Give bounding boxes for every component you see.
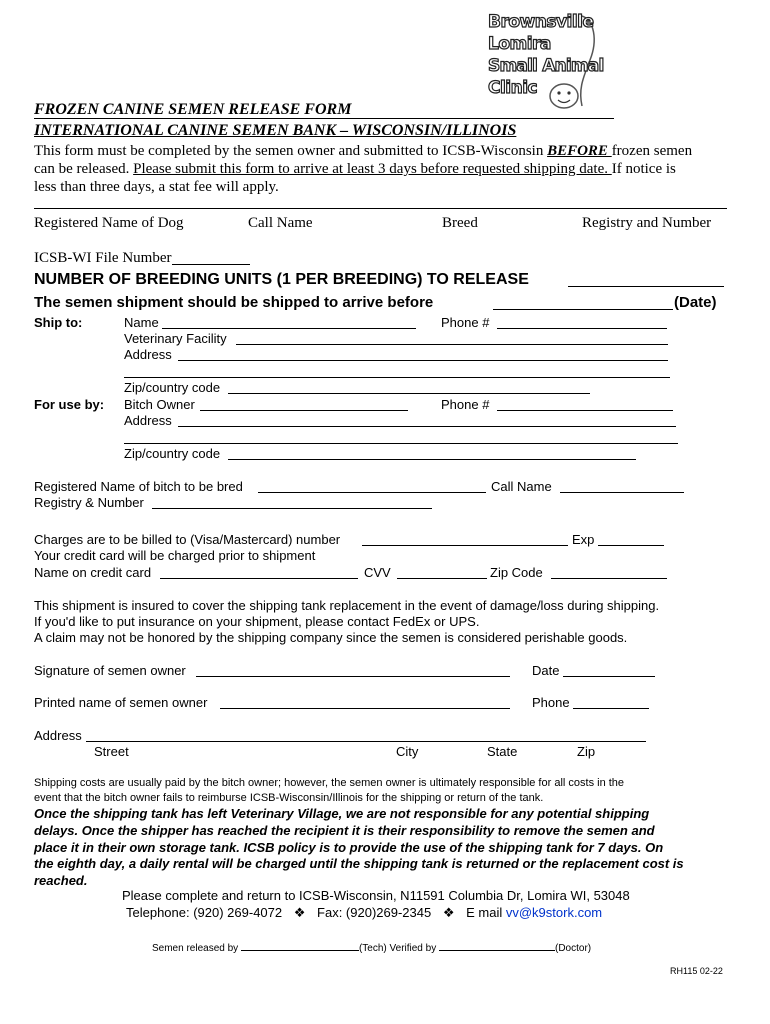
ship-address-label: Address <box>124 347 172 362</box>
shipping-costs-line-2: event that the bitch owner fails to reimburse ICSB-Wisconsin/Illinois for the shipping or return of the tank. <box>34 792 544 804</box>
intro-line-2 <box>34 161 676 178</box>
owner-phone-field[interactable] <box>497 410 673 411</box>
intro-line-1 <box>34 143 692 160</box>
intro-text-end: frozen semen <box>611 143 693 159</box>
card-number-label: Charges are to be billed to (Visa/Mastercard) number <box>34 532 341 547</box>
registry-label: Registry and Number <box>582 215 712 231</box>
doctor-field[interactable] <box>439 941 555 951</box>
arrive-before-label: The semen shipment should be shipped to arrive before <box>34 294 434 311</box>
tech-verified-label: (Tech) Verified by <box>358 943 439 954</box>
ship-name-label: Name <box>124 315 159 330</box>
before-emphasis: BEFORE <box>547 143 612 159</box>
insurance-line-3: A claim may not be honored by the shipping company since the semen is considered perishable goods. <box>34 630 628 645</box>
ship-facility-label: Veterinary Facility <box>124 331 227 346</box>
policy-line-1: Once the shipping tank has left Veterinary Village, we are not responsible for any potential shipping <box>34 806 650 821</box>
contact-line <box>126 905 602 921</box>
exp-label: Exp <box>572 532 595 547</box>
intro-text: can be released. <box>34 161 134 177</box>
ship-facility-field[interactable] <box>236 344 668 345</box>
email-label: E mail <box>466 905 506 920</box>
dog-name-label: Registered Name of Dog <box>34 215 184 231</box>
charged-prior-note: Your credit card will be charged prior to shipment <box>34 548 316 563</box>
breeding-units-label: NUMBER OF BREEDING UNITS (1 PER BREEDING) TO RELEASE <box>34 271 529 288</box>
ship-address-field[interactable] <box>178 360 668 361</box>
state-label: State <box>487 744 518 759</box>
date-label: Date <box>532 663 560 678</box>
ship-address-field-2[interactable] <box>124 377 670 378</box>
bitch-name-field[interactable] <box>258 492 486 493</box>
phone-label: Phone <box>532 695 570 710</box>
released-by-label: Semen released by <box>152 943 241 954</box>
email-link[interactable]: vv@k9stork.com <box>505 905 603 920</box>
owner-address-field-2[interactable] <box>124 443 678 444</box>
clinic-logo <box>486 10 610 118</box>
insurance-line-2: If you'd like to put insurance on your shipment, please contact FedEx or UPS. <box>34 614 480 629</box>
file-number-field[interactable] <box>172 264 250 265</box>
name-on-card-label: Name on credit card <box>34 565 152 580</box>
name-on-card-field[interactable] <box>160 578 358 579</box>
cvv-field[interactable] <box>397 578 487 579</box>
return-address: Please complete and return to ICSB-Wisconsin, N11591 Columbia Dr, Lomira WI, 53048 <box>122 888 630 903</box>
logo-line-3: Small Animal <box>488 56 604 76</box>
intro-text: This form must be completed by the semen owner and submitted to ICSB-Wisconsin <box>34 143 548 159</box>
form-code: RH115 02-22 <box>670 966 723 976</box>
logo-line-1: Brownsville <box>488 12 594 32</box>
owner-zip-field[interactable] <box>228 459 636 460</box>
for-use-label: For use by: <box>34 397 105 412</box>
doctor-label: (Doctor) <box>555 943 592 954</box>
bitch-name-label: Registered Name of bitch to be bred <box>34 479 243 494</box>
bullet-icon: ❖ <box>293 906 306 921</box>
printed-name-label: Printed name of semen owner <box>34 695 208 710</box>
signature-label: Signature of semen owner <box>34 663 186 678</box>
ship-phone-label: Phone # <box>441 315 490 330</box>
ship-zip-label: Zip/country code <box>124 380 221 395</box>
dog-info-field[interactable] <box>34 208 727 209</box>
bullet-icon: ❖ <box>442 906 455 921</box>
title-rule <box>34 118 614 119</box>
policy-line-3: place it in their own storage tank. ICSB policy is to provide the use of the shipping tank for 7 days. On <box>34 840 664 855</box>
deadline-note: Please submit this form to arrive at least 3 days before requested shipping date. <box>133 161 612 177</box>
bitch-call-name-label: Call Name <box>491 479 552 494</box>
policy-line-5: reached. <box>34 873 88 888</box>
file-number-label: ICSB-WI File Number <box>34 250 172 266</box>
ship-zip-field[interactable] <box>228 393 590 394</box>
zip-label: Zip <box>577 744 596 759</box>
tech-field[interactable] <box>241 941 359 951</box>
street-label: Street <box>94 744 129 759</box>
signature-field[interactable] <box>196 676 510 677</box>
arrive-date-field[interactable] <box>493 309 673 310</box>
city-label: City <box>396 744 419 759</box>
form-subtitle: INTERNATIONAL CANINE SEMEN BANK – WISCONSIN/ILLINOIS <box>34 122 517 139</box>
printed-name-field[interactable] <box>220 708 510 709</box>
ship-to-label: Ship to: <box>34 315 83 330</box>
bitch-registry-label: Registry & Number <box>34 495 144 510</box>
bitch-registry-field[interactable] <box>152 508 432 509</box>
release-line <box>152 941 591 954</box>
breeding-units-field[interactable] <box>568 286 724 287</box>
exp-field[interactable] <box>598 545 664 546</box>
policy-line-4: the eighth day, a daily rental will be charged until the shipping tank is returned or the replacement cost is <box>34 856 684 871</box>
card-number-field[interactable] <box>362 545 568 546</box>
telephone: Telephone: (920) 269-4072 <box>126 905 283 920</box>
bitch-owner-field[interactable] <box>200 410 408 411</box>
bitch-call-name-field[interactable] <box>560 492 684 493</box>
fax: Fax: (920)269-2345 <box>317 905 432 920</box>
logo-line-2: Lomira <box>488 34 551 54</box>
shipping-costs-line-1: Shipping costs are usually paid by the bitch owner; however, the semen owner is ultimately responsible for all costs in the <box>34 777 625 789</box>
form-title: FROZEN CANINE SEMEN RELEASE FORM <box>34 101 352 118</box>
logo-line-4: Clinic <box>488 78 538 98</box>
arrive-date-label: (Date) <box>674 294 717 311</box>
address-label: Address <box>34 728 82 743</box>
ship-name-field[interactable] <box>162 328 416 329</box>
insurance-line-1: This shipment is insured to cover the shipping tank replacement in the event of damage/loss during shipping. <box>34 598 660 613</box>
bitch-owner-label: Bitch Owner <box>124 397 195 412</box>
zip-code-label: Zip Code <box>490 565 543 580</box>
phone-field[interactable] <box>573 708 649 709</box>
zip-code-field[interactable] <box>551 578 667 579</box>
call-name-label: Call Name <box>248 215 313 231</box>
owner-address-label: Address <box>124 413 172 428</box>
policy-line-2: delays. Once the shipper has reached the recipient it is their responsibility to remove the semen and <box>34 823 655 838</box>
owner-zip-label: Zip/country code <box>124 446 221 461</box>
intro-line-3: less than three days, a stat fee will apply. <box>34 179 279 195</box>
date-field[interactable] <box>563 676 655 677</box>
ship-phone-field[interactable] <box>497 328 667 329</box>
owner-address-field[interactable] <box>178 426 676 427</box>
intro-text-end: If notice is <box>611 161 676 177</box>
owner-phone-label: Phone # <box>441 397 490 412</box>
cvv-label: CVV <box>364 565 391 580</box>
breed-label: Breed <box>442 215 478 231</box>
address-field[interactable] <box>86 741 646 742</box>
